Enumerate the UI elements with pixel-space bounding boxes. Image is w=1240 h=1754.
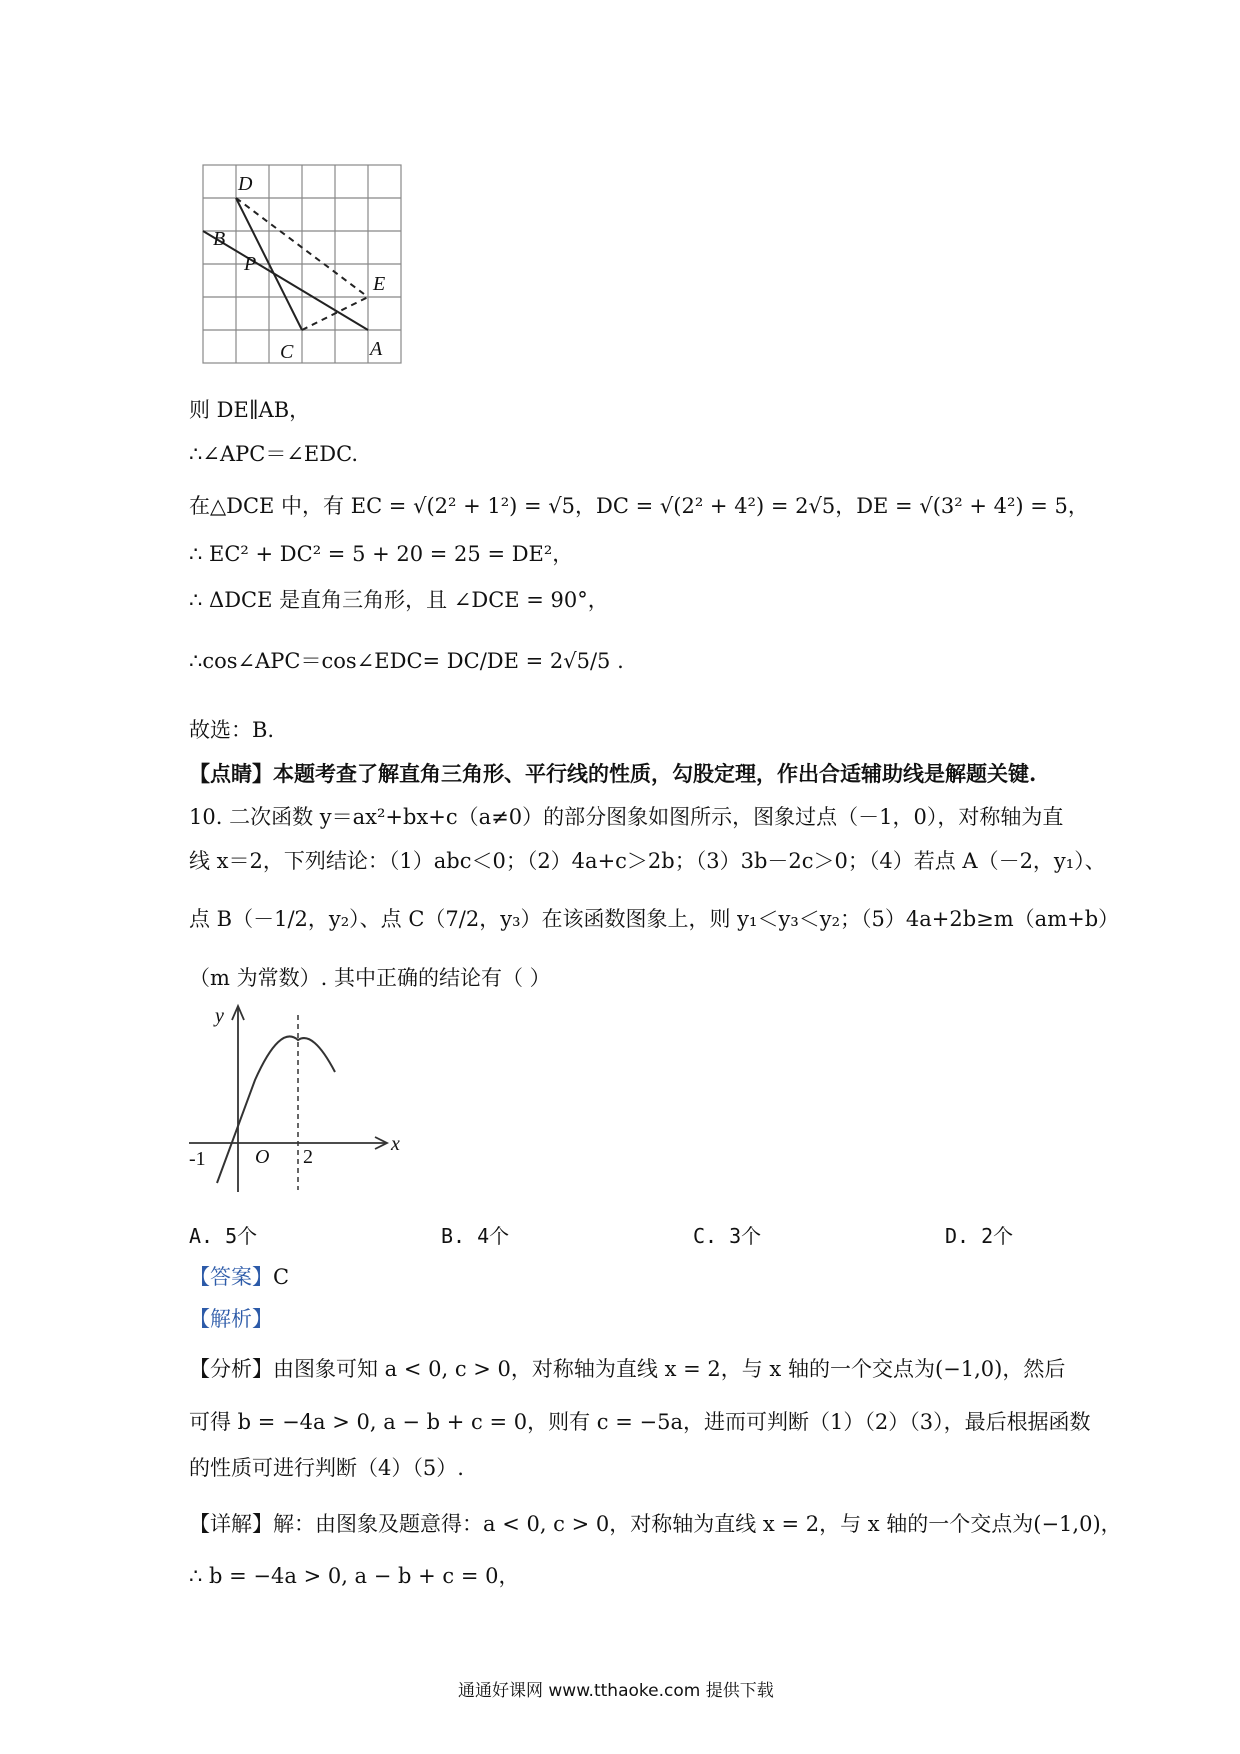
- choice-a[interactable]: [189, 1220, 257, 1249]
- analysis-line-2: 可得 b = −4a > 0, a − b + c = 0，则有 c = −5a，进而可判断（1）（2）（3），最后根据函数: [189, 1410, 1091, 1434]
- label-x: x: [391, 1133, 400, 1155]
- choice-d-letter: D.: [945, 1224, 970, 1248]
- choice-c-text: 3个: [729, 1224, 762, 1248]
- question-line-2: 线 x＝2，下列结论：（1）abc＜0；（2）4a+c＞2b；（3）3b－2c＞0；（4）若点 A（－2，y₁）、: [189, 849, 1106, 873]
- text-line-7: 故选：B.: [189, 718, 275, 742]
- choice-a-letter: A.: [189, 1224, 214, 1248]
- choice-d-text: 2个: [981, 1224, 1014, 1248]
- answer-tag: 【答案】: [189, 1265, 273, 1289]
- text-line-6: ∴cos∠APC＝cos∠EDC= DC/DE = 2√5/5 .: [189, 649, 624, 673]
- choice-b[interactable]: [441, 1220, 509, 1249]
- question-line-1: 10. 二次函数 y＝ax²+bx+c（a≠0）的部分图象如图所示，图象过点（－1，0），对称轴为直: [189, 805, 1064, 829]
- choice-d[interactable]: [945, 1220, 1013, 1249]
- text-line-4: ∴ EC² + DC² = 5 + 20 = 25 = DE²，: [189, 542, 574, 566]
- segment-BA: [203, 231, 368, 330]
- choice-a-text: 5个: [225, 1224, 258, 1248]
- label-O: O: [255, 1146, 270, 1168]
- label-C: C: [280, 341, 294, 363]
- question-line-3: 点 B（－1/2，y₂）、点 C（7/2，y₃）在该函数图象上，则 y₁＜y₃＜y₂；（5）4a+2b≥m（am+b）: [189, 907, 1120, 931]
- choice-b-letter: B.: [441, 1224, 466, 1248]
- answer-row: [189, 1263, 289, 1291]
- analysis-line-5: ∴ b = −4a > 0, a − b + c = 0，: [189, 1564, 520, 1588]
- question-line-4: （m 为常数）. 其中正确的结论有（ ）: [189, 966, 551, 990]
- label-B: B: [213, 228, 226, 250]
- label-neg1: -1: [189, 1148, 206, 1170]
- text-line-5: ∴ ΔDCE 是直角三角形，且 ∠DCE = 90°，: [189, 588, 609, 612]
- label-E: E: [373, 273, 386, 295]
- choice-c[interactable]: [693, 1220, 761, 1249]
- label-y: y: [215, 1005, 224, 1027]
- text-line-8: 【点睛】本题考查了解直角三角形、平行线的性质，勾股定理，作出合适辅助线是解题关键.: [189, 761, 1037, 786]
- text-line-1: 则 DE∥AB，: [189, 398, 311, 422]
- label-P: P: [244, 253, 257, 275]
- analysis-line-3: 的性质可进行判断（4）（5）.: [189, 1456, 464, 1480]
- label-D: D: [238, 173, 253, 195]
- choice-c-letter: C.: [693, 1224, 718, 1248]
- parabola-curve: [217, 1036, 335, 1183]
- analysis-line-4: 【详解】解：由图象及题意得：a < 0, c > 0，对称轴为直线 x = 2，与 x 轴的一个交点为(−1,0)，: [189, 1512, 1122, 1536]
- footer-text: 通通好课网 www.tthaoke.com 提供下载: [458, 1681, 774, 1701]
- label-2: 2: [303, 1146, 313, 1168]
- choice-b-text: 4个: [477, 1224, 510, 1248]
- answer-value: C: [273, 1265, 290, 1289]
- grid-figure: [200, 162, 410, 372]
- analysis-tag: 【解析】: [189, 1307, 273, 1331]
- analysis-line-1: 【分析】由图象可知 a < 0, c > 0，对称轴为直线 x = 2，与 x 轴的一个交点为(−1,0)，然后: [189, 1357, 1066, 1381]
- text-line-2: ∴∠APC＝∠EDC.: [189, 442, 359, 466]
- text-line-3: 在△DCE 中，有 EC = √(2² + 1²) = √5，DC = √(2² + 4²) = 2√5，DE = √(3² + 4²) = 5，: [189, 494, 1089, 518]
- label-A: A: [370, 338, 383, 360]
- parabola-graph: [185, 1000, 415, 1200]
